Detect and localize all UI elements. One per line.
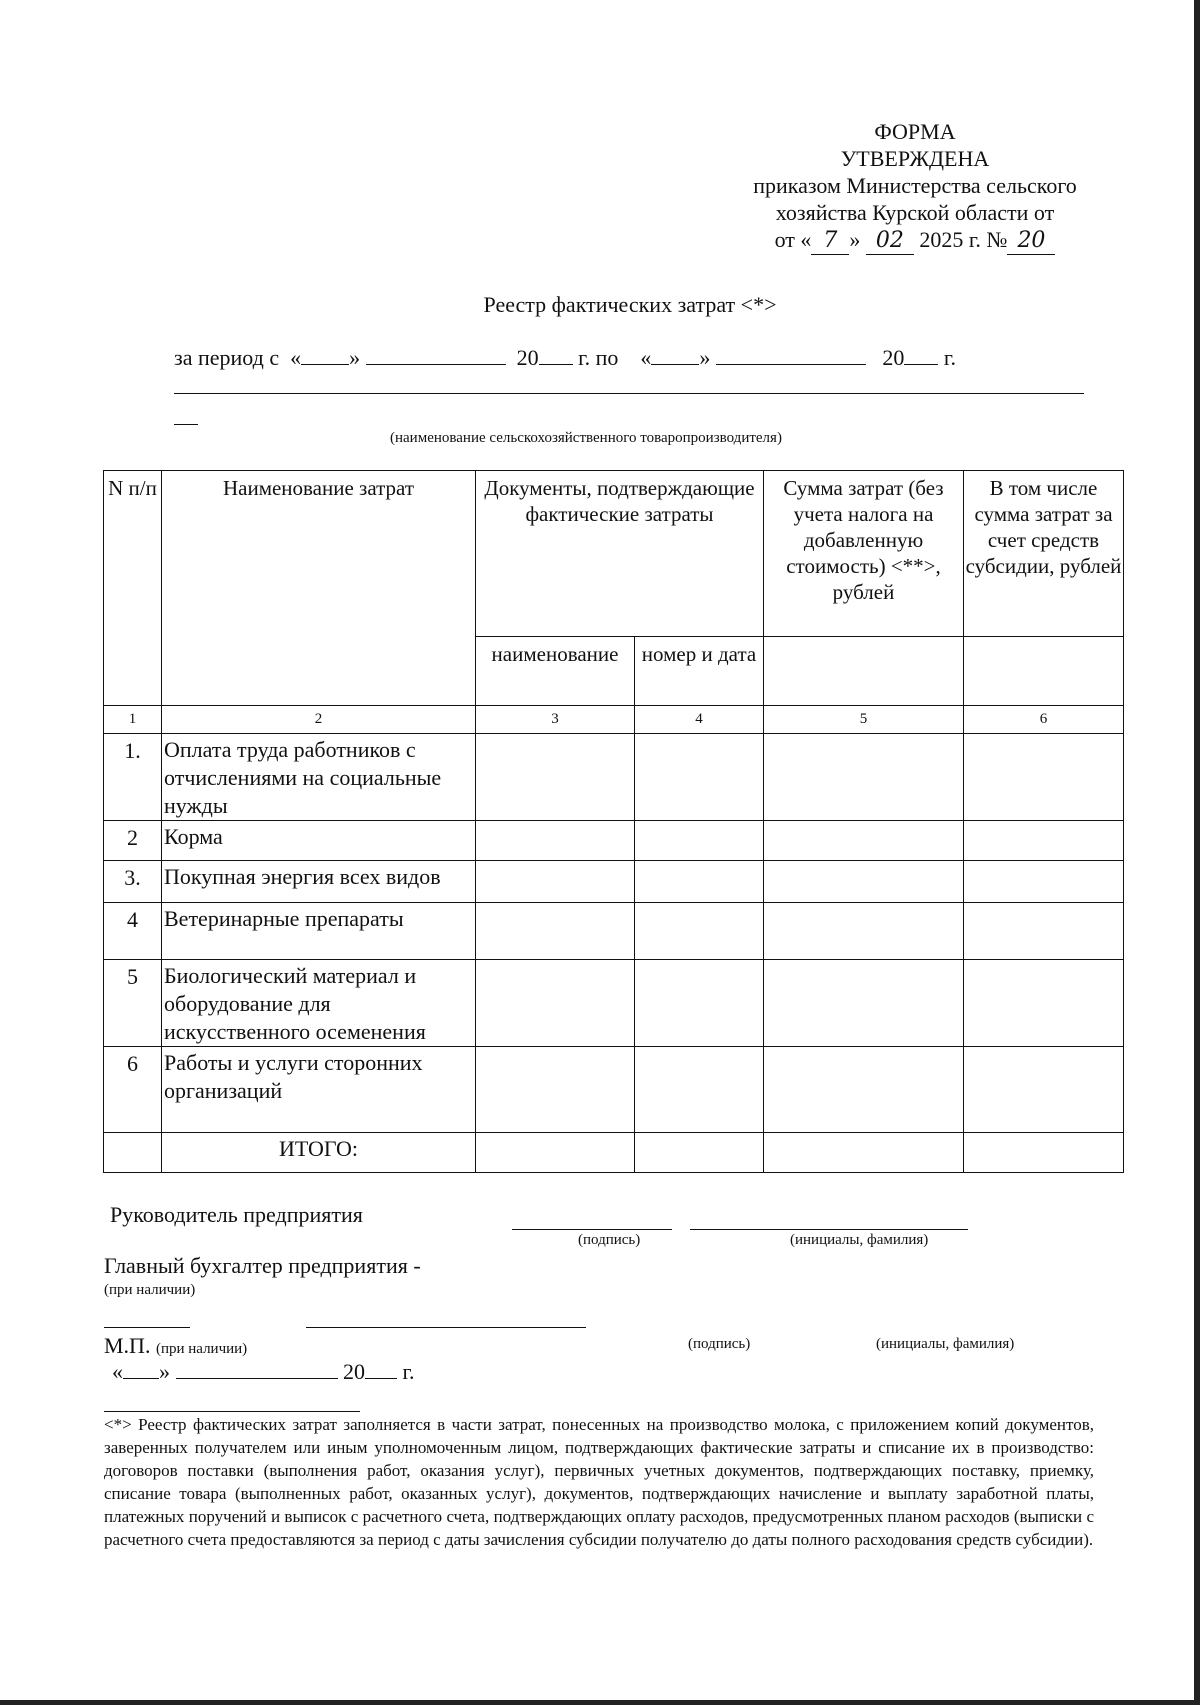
- stamp-text: М.П.: [104, 1333, 151, 1358]
- period-close-quote-1: »: [349, 345, 361, 370]
- table-row: [104, 903, 1124, 960]
- sum-cell[interactable]: [764, 734, 964, 821]
- accountant-signature-field[interactable]: [104, 1327, 190, 1328]
- doc-number-cell[interactable]: [635, 960, 764, 1047]
- signing-year-prefix: 20: [343, 1359, 365, 1384]
- accountant-label: Главный бухгалтер предприятия -: [104, 1253, 421, 1278]
- signing-year-suffix: г.: [402, 1359, 415, 1384]
- page-edge-right: [1194, 0, 1200, 1705]
- header-no: N п/п: [104, 471, 162, 706]
- row-number: 4: [104, 903, 162, 960]
- sum-cell[interactable]: [764, 861, 964, 903]
- organization-name-field[interactable]: [174, 393, 1084, 394]
- accountant-name-caption: (инициалы, фамилия): [876, 1336, 1015, 1352]
- approval-block: [700, 118, 1130, 255]
- period-end-day-field[interactable]: [651, 344, 699, 365]
- period-end-year-field[interactable]: [904, 344, 938, 365]
- period-prefix: за период с: [174, 345, 280, 370]
- header-documents: Документы, подтверждающие фактические затраты: [476, 471, 764, 637]
- doc-number-cell[interactable]: [635, 734, 764, 821]
- column-number: 3: [476, 706, 635, 734]
- total-subsidy-cell[interactable]: [964, 1133, 1124, 1173]
- row-number: 1.: [104, 734, 162, 821]
- sum-cell[interactable]: [764, 821, 964, 861]
- row-number: 3.: [104, 861, 162, 903]
- subsidy-cell[interactable]: [964, 1047, 1124, 1133]
- subsidy-cell[interactable]: [964, 960, 1124, 1047]
- table-row: [104, 734, 1124, 821]
- doc-name-cell[interactable]: [476, 821, 635, 861]
- document-title: Реестр фактических затрат <*>: [483, 292, 777, 317]
- row-cost-name: Оплата труда работников с отчислениями на социальные нужды: [162, 734, 476, 821]
- doc-number-cell[interactable]: [635, 903, 764, 960]
- period-start-day-field[interactable]: [301, 344, 349, 365]
- subsidy-cell[interactable]: [964, 861, 1124, 903]
- period-line: [174, 344, 956, 371]
- table-row: [104, 1047, 1124, 1133]
- approval-date-line: [700, 226, 1130, 255]
- doc-name-cell[interactable]: [476, 960, 635, 1047]
- column-number: 5: [764, 706, 964, 734]
- total-sum-cell[interactable]: [764, 1133, 964, 1173]
- signing-year-field[interactable]: [365, 1358, 397, 1379]
- table-row: [104, 861, 1124, 903]
- footnote-separator: [104, 1411, 360, 1412]
- doc-number-cell[interactable]: [635, 1047, 764, 1133]
- period-start-month-field[interactable]: [366, 344, 506, 365]
- header-cost-name: Наименование затрат: [162, 471, 476, 706]
- doc-number-cell[interactable]: [635, 821, 764, 861]
- total-row: [104, 1133, 1124, 1173]
- head-name-field[interactable]: [690, 1229, 968, 1230]
- total-doc-number-cell[interactable]: [635, 1133, 764, 1173]
- approval-number: 20: [1007, 227, 1055, 255]
- doc-name-cell[interactable]: [476, 1047, 635, 1133]
- table-row: [104, 960, 1124, 1047]
- approval-day: 7: [811, 227, 849, 255]
- accountant-signature-caption: (подпись): [688, 1336, 751, 1352]
- header-subsidy-empty: [964, 637, 1124, 706]
- row-number: 6: [104, 1047, 162, 1133]
- signing-date-line: [112, 1358, 415, 1385]
- column-number: 4: [635, 706, 764, 734]
- approval-order-line: приказом Министерства сельского: [753, 173, 1077, 198]
- period-year-prefix-2: 20: [882, 345, 905, 370]
- doc-name-cell[interactable]: [476, 734, 635, 821]
- head-name-caption: (инициалы, фамилия): [790, 1232, 929, 1248]
- total-number-cell: [104, 1133, 162, 1173]
- period-end-month-field[interactable]: [716, 344, 866, 365]
- stamp-note: (при наличии): [155, 1341, 248, 1357]
- approval-month: 02: [866, 227, 914, 255]
- row-cost-name: Биологический материал и оборудование для искусственного осеменения: [162, 960, 476, 1047]
- doc-number-cell[interactable]: [635, 861, 764, 903]
- approval-date-mid: »: [849, 227, 861, 252]
- sum-cell[interactable]: [764, 1047, 964, 1133]
- head-signature-caption: (подпись): [578, 1232, 641, 1248]
- approval-ministry-line: хозяйства Курской области от: [775, 200, 1055, 225]
- footnote: <*> Реестр фактических затрат заполняется в части затрат, понесенных на производство молока, с приложением копий документов, заверенных получателем или иным уполномоченным лицом, подтверждающих фактические затраты и списание их в производство: договоров поставки (выполнения работ, оказания услуг), первичных учетных документов, подтверждающих поставку, приемку, списание товара (выполненных работ, оказанных услуг), документов, подтверждающих начисление и выплату заработной платы, платежных поручений и выписок с расчетного счета, подтверждающих оплату расходов, предусмотренных планом расходов (выписки с расчетного счета предоставляются за период с даты зачисления субсидии получателю до даты полного расходования средств субсидии).: [104, 1415, 1094, 1549]
- period-year-prefix-1: 20: [516, 345, 539, 370]
- row-cost-name: Ветеринарные препараты: [162, 903, 476, 960]
- column-number: 6: [964, 706, 1124, 734]
- header-doc-number: номер и дата: [635, 637, 764, 706]
- doc-name-cell[interactable]: [476, 903, 635, 960]
- costs-register-table: [103, 470, 1124, 1173]
- doc-name-cell[interactable]: [476, 861, 635, 903]
- stamp-label: [104, 1333, 247, 1359]
- row-cost-name: Покупная энергия всех видов: [162, 861, 476, 903]
- column-number: 1: [104, 706, 162, 734]
- period-to-label: г. по: [578, 345, 619, 370]
- row-cost-name: Работы и услуги сторонних организаций: [162, 1047, 476, 1133]
- subsidy-cell[interactable]: [964, 734, 1124, 821]
- period-open-quote-1: «: [290, 345, 302, 370]
- date-open-quote: «: [112, 1359, 123, 1384]
- row-number: 2: [104, 821, 162, 861]
- header-sum-empty: [764, 637, 964, 706]
- sum-cell[interactable]: [764, 903, 964, 960]
- column-number-row: [104, 706, 1124, 734]
- page-edge-bottom: [0, 1700, 1200, 1705]
- signing-month-field[interactable]: [176, 1358, 338, 1379]
- column-number: 2: [162, 706, 476, 734]
- accountant-note: (при наличии): [104, 1282, 196, 1298]
- header-sum: Сумма затрат (без учета налога на добавленную стоимость) <**>, рублей: [764, 471, 964, 637]
- row-cost-name: Корма: [162, 821, 476, 861]
- total-label: ИТОГО:: [162, 1133, 476, 1173]
- period-close-quote-2: »: [699, 345, 711, 370]
- table-row: [104, 821, 1124, 861]
- row-number: 5: [104, 960, 162, 1047]
- approval-approved-label: УТВЕРЖДЕНА: [840, 146, 990, 171]
- header-subsidy: В том числе сумма затрат за счет средств субсидии, рублей: [964, 471, 1124, 637]
- accountant-name-field[interactable]: [306, 1327, 586, 1328]
- approval-year: 2025 г. №: [919, 227, 1008, 252]
- signing-day-field[interactable]: [123, 1358, 159, 1379]
- period-year-end: г.: [943, 345, 956, 370]
- period-open-quote-2: «: [640, 345, 652, 370]
- organization-caption: (наименование сельскохозяйственного товаропроизводителя): [390, 430, 782, 446]
- sum-cell[interactable]: [764, 960, 964, 1047]
- header-doc-name: наименование: [476, 637, 635, 706]
- organization-dash: [174, 424, 198, 425]
- approval-form-label: ФОРМА: [874, 119, 956, 144]
- head-signature-label: Руководитель предприятия: [110, 1202, 363, 1227]
- subsidy-cell[interactable]: [964, 903, 1124, 960]
- subsidy-cell[interactable]: [964, 821, 1124, 861]
- date-close-quote: »: [159, 1359, 170, 1384]
- approval-date-prefix: от «: [774, 227, 812, 252]
- head-signature-field[interactable]: [512, 1229, 672, 1230]
- total-doc-name-cell[interactable]: [476, 1133, 635, 1173]
- period-start-year-field[interactable]: [539, 344, 573, 365]
